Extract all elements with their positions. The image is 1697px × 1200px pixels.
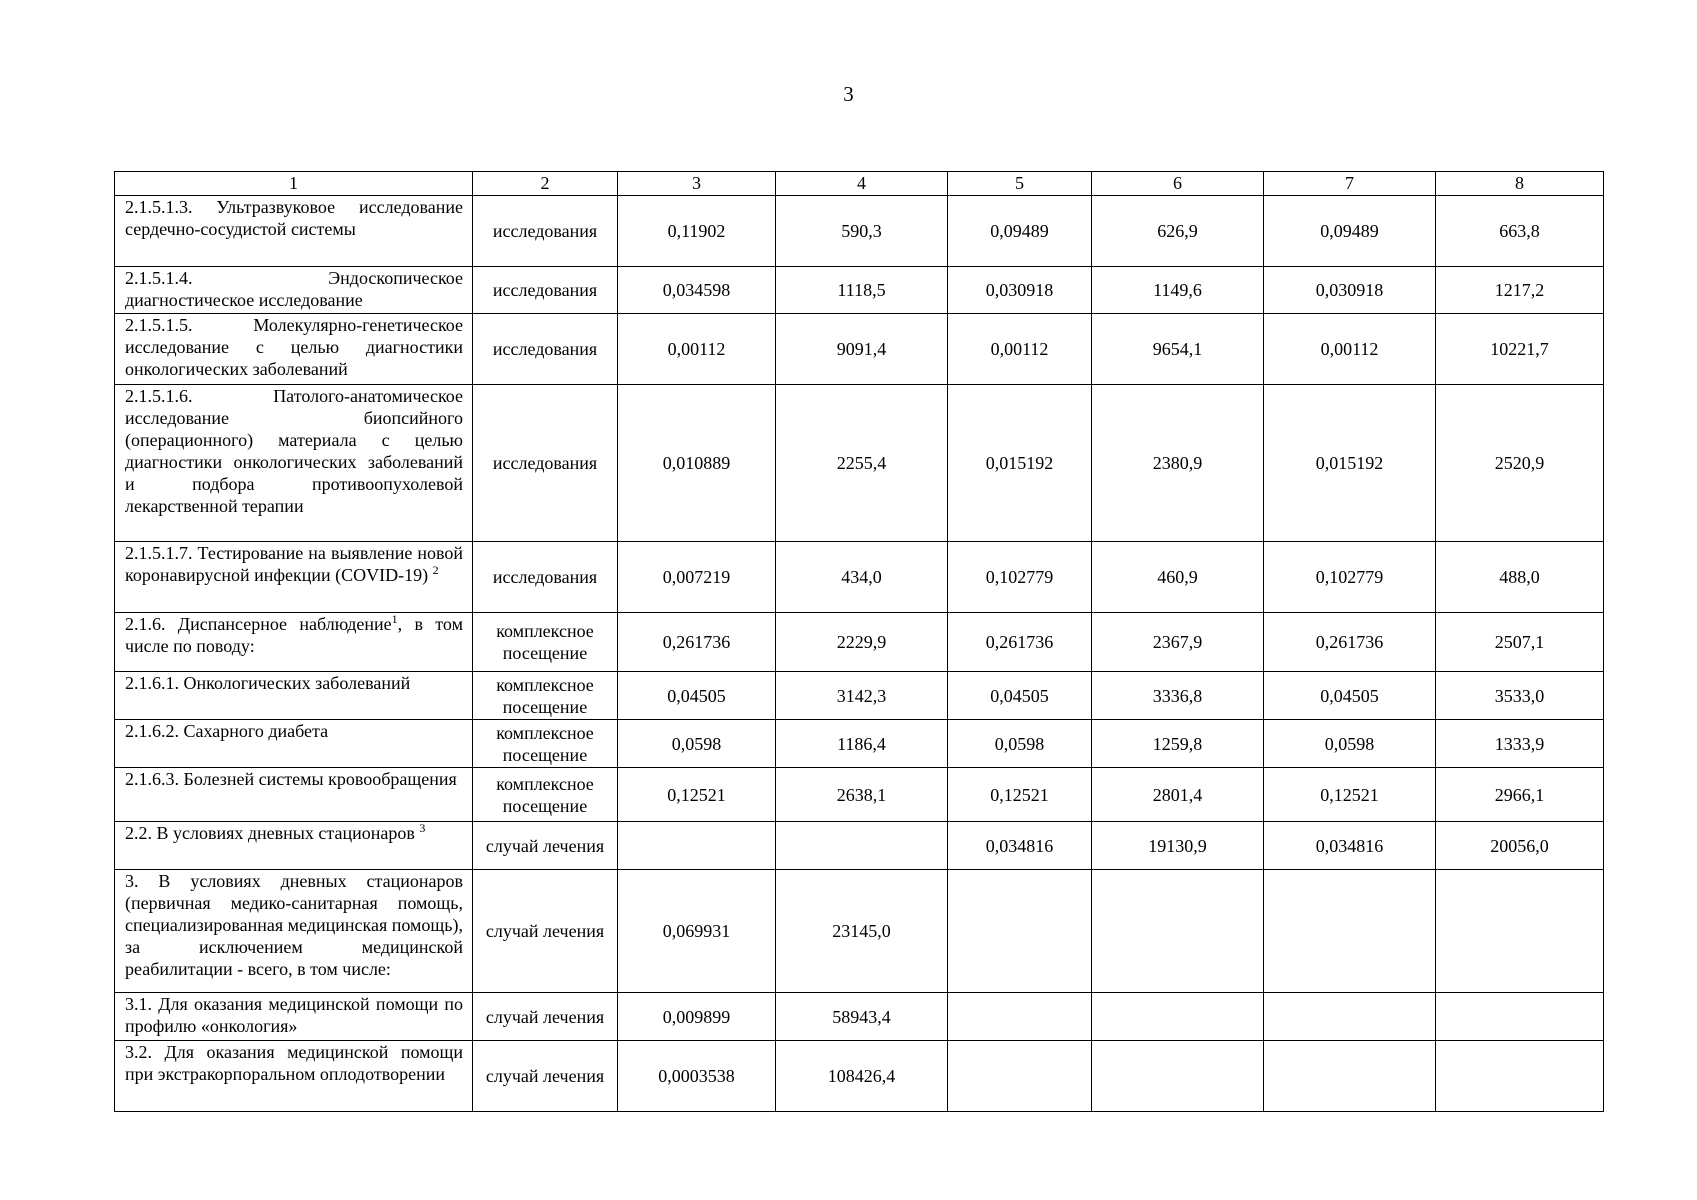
value-cell: 0,00112 xyxy=(948,314,1092,385)
row-name: 2.1.5.1.4. Эндоскопическое диагностическое исследование xyxy=(125,268,463,310)
value-cell: 0,04505 xyxy=(948,672,1092,720)
value-cell: 0,010889 xyxy=(618,385,776,542)
value-cell: 0,12521 xyxy=(618,768,776,822)
value-cell: 0,0598 xyxy=(618,720,776,768)
value-cell: 2255,4 xyxy=(776,385,948,542)
value-cell: 20056,0 xyxy=(1436,822,1604,870)
row-name: 2.1.5.1.3. Ультразвуковое исследование сердечно-сосудистой системы xyxy=(125,197,463,239)
row-name-cell xyxy=(115,267,473,314)
value-cell: 0,12521 xyxy=(1264,768,1436,822)
row-unit-cell: комплексное посещение xyxy=(473,720,618,768)
value-cell: 0,0598 xyxy=(948,720,1092,768)
value-cell: 434,0 xyxy=(776,542,948,613)
value-cell: 0,034816 xyxy=(948,822,1092,870)
value-cell: 0,09489 xyxy=(1264,196,1436,267)
row-unit-cell: исследования xyxy=(473,385,618,542)
value-cell: 23145,0 xyxy=(776,870,948,993)
column-header: 6 xyxy=(1092,172,1264,196)
value-cell: 0,04505 xyxy=(1264,672,1436,720)
value-cell: 0,009899 xyxy=(618,993,776,1041)
row-name-cell xyxy=(115,385,473,542)
value-cell: 590,3 xyxy=(776,196,948,267)
table-row xyxy=(115,542,1604,613)
row-name: 2.1.6.2. Сахарного диабета xyxy=(125,721,329,741)
value-cell: 3142,3 xyxy=(776,672,948,720)
row-unit-cell: комплексное посещение xyxy=(473,768,618,822)
table-row xyxy=(115,1041,1604,1112)
value-cell: 3533,0 xyxy=(1436,672,1604,720)
value-cell: 1118,5 xyxy=(776,267,948,314)
value-cell: 0,034816 xyxy=(1264,822,1436,870)
value-cell xyxy=(1264,1041,1436,1112)
value-cell: 663,8 xyxy=(1436,196,1604,267)
value-cell: 0,030918 xyxy=(948,267,1092,314)
row-name-cell xyxy=(115,870,473,993)
row-name-cell xyxy=(115,196,473,267)
value-cell: 488,0 xyxy=(1436,542,1604,613)
value-cell: 626,9 xyxy=(1092,196,1264,267)
row-name: 2.1.5.1.7. Тестирование на выявление новой коронавирусной инфекции (COVID-19) xyxy=(125,543,463,585)
value-cell xyxy=(1436,870,1604,993)
value-cell xyxy=(1436,1041,1604,1112)
table-row xyxy=(115,385,1604,542)
value-cell xyxy=(1436,993,1604,1041)
table-row xyxy=(115,768,1604,822)
value-cell: 1333,9 xyxy=(1436,720,1604,768)
value-cell xyxy=(1092,870,1264,993)
data-table xyxy=(114,171,1604,1112)
column-header: 1 xyxy=(115,172,473,196)
value-cell: 0,0598 xyxy=(1264,720,1436,768)
row-name-cell xyxy=(115,542,473,613)
value-cell: 0,0003538 xyxy=(618,1041,776,1112)
value-cell: 0,069931 xyxy=(618,870,776,993)
row-name: 3.2. Для оказания медицинской помощи при экстракорпоральном оплодотворении xyxy=(125,1042,463,1084)
row-unit-cell: исследования xyxy=(473,196,618,267)
row-unit-cell: исследования xyxy=(473,314,618,385)
value-cell: 0,015192 xyxy=(1264,385,1436,542)
column-header: 2 xyxy=(473,172,618,196)
row-name: 2.1.5.1.6. Патолого-анатомическое исследование биопсийного (операционного) материала с целью диагностики онкологических заболеваний и подбора противоопухолевой лекарственной терапии xyxy=(125,386,463,516)
value-cell xyxy=(618,822,776,870)
column-header: 8 xyxy=(1436,172,1604,196)
value-cell xyxy=(948,993,1092,1041)
table-row xyxy=(115,613,1604,672)
value-cell: 0,09489 xyxy=(948,196,1092,267)
value-cell: 2507,1 xyxy=(1436,613,1604,672)
value-cell: 19130,9 xyxy=(1092,822,1264,870)
value-cell: 0,00112 xyxy=(618,314,776,385)
value-cell: 3336,8 xyxy=(1092,672,1264,720)
table-row xyxy=(115,196,1604,267)
row-name-cell xyxy=(115,672,473,720)
value-cell: 0,030918 xyxy=(1264,267,1436,314)
row-name-cell xyxy=(115,768,473,822)
value-cell: 0,015192 xyxy=(948,385,1092,542)
value-cell: 0,261736 xyxy=(1264,613,1436,672)
row-name-tail: , в том числе по поводу: xyxy=(125,614,463,656)
row-name: 3. В условиях дневных стационаров (первичная медико-санитарная помощь, специализированная медицинская помощь), за исключением медицинской реабилитации - всего, в том числе: xyxy=(125,871,463,979)
value-cell: 460,9 xyxy=(1092,542,1264,613)
row-name: 2.2. В условиях дневных стационаров xyxy=(125,823,415,843)
footnote-marker: 2 xyxy=(432,563,439,577)
value-cell: 1149,6 xyxy=(1092,267,1264,314)
value-cell xyxy=(1264,870,1436,993)
row-unit-cell: исследования xyxy=(473,267,618,314)
row-unit-cell: комплексное посещение xyxy=(473,613,618,672)
table-row xyxy=(115,314,1604,385)
row-name: 3.1. Для оказания медицинской помощи по профилю «онкология» xyxy=(125,994,463,1036)
row-unit-cell: исследования xyxy=(473,542,618,613)
value-cell: 2801,4 xyxy=(1092,768,1264,822)
value-cell xyxy=(776,822,948,870)
value-cell: 1259,8 xyxy=(1092,720,1264,768)
row-name: 2.1.5.1.5. Молекулярно-генетическое исследование с целью диагностики онкологических заболеваний xyxy=(125,315,463,379)
value-cell: 0,102779 xyxy=(948,542,1092,613)
row-name-cell xyxy=(115,993,473,1041)
value-cell: 0,261736 xyxy=(618,613,776,672)
value-cell: 0,034598 xyxy=(618,267,776,314)
value-cell: 0,04505 xyxy=(618,672,776,720)
table-row xyxy=(115,870,1604,993)
value-cell xyxy=(1092,993,1264,1041)
header-row xyxy=(115,172,1604,196)
row-unit-cell: случай лечения xyxy=(473,822,618,870)
table-row xyxy=(115,993,1604,1041)
value-cell: 10221,7 xyxy=(1436,314,1604,385)
value-cell: 2966,1 xyxy=(1436,768,1604,822)
row-unit-cell: случай лечения xyxy=(473,870,618,993)
row-name: 2.1.6. Диспансерное наблюдение xyxy=(125,614,392,634)
column-header: 5 xyxy=(948,172,1092,196)
value-cell: 9654,1 xyxy=(1092,314,1264,385)
footnote-marker: 1 xyxy=(391,612,398,626)
value-cell: 0,007219 xyxy=(618,542,776,613)
value-cell: 1217,2 xyxy=(1436,267,1604,314)
row-name-cell xyxy=(115,1041,473,1112)
table-row xyxy=(115,672,1604,720)
row-name-cell xyxy=(115,822,473,870)
value-cell: 2367,9 xyxy=(1092,613,1264,672)
column-header: 4 xyxy=(776,172,948,196)
table-row xyxy=(115,720,1604,768)
row-unit-cell: случай лечения xyxy=(473,1041,618,1112)
value-cell: 0,11902 xyxy=(618,196,776,267)
row-unit-cell: комплексное посещение xyxy=(473,672,618,720)
table-row xyxy=(115,267,1604,314)
row-unit-cell: случай лечения xyxy=(473,993,618,1041)
value-cell: 2229,9 xyxy=(776,613,948,672)
value-cell: 0,12521 xyxy=(948,768,1092,822)
value-cell: 58943,4 xyxy=(776,993,948,1041)
page-number: 3 xyxy=(843,82,854,106)
column-header: 7 xyxy=(1264,172,1436,196)
value-cell: 1186,4 xyxy=(776,720,948,768)
row-name: 2.1.6.3. Болезней системы кровообращения xyxy=(125,769,457,789)
row-name: 2.1.6.1. Онкологических заболеваний xyxy=(125,673,411,693)
row-name-cell xyxy=(115,720,473,768)
row-name-cell xyxy=(115,314,473,385)
value-cell: 9091,4 xyxy=(776,314,948,385)
column-header: 3 xyxy=(618,172,776,196)
value-cell xyxy=(948,870,1092,993)
value-cell: 108426,4 xyxy=(776,1041,948,1112)
value-cell: 2638,1 xyxy=(776,768,948,822)
value-cell xyxy=(1092,1041,1264,1112)
value-cell: 2520,9 xyxy=(1436,385,1604,542)
value-cell xyxy=(1264,993,1436,1041)
value-cell xyxy=(948,1041,1092,1112)
value-cell: 0,00112 xyxy=(1264,314,1436,385)
table-row xyxy=(115,822,1604,870)
value-cell: 2380,9 xyxy=(1092,385,1264,542)
row-name-cell xyxy=(115,613,473,672)
footnote-marker: 3 xyxy=(419,821,426,835)
value-cell: 0,102779 xyxy=(1264,542,1436,613)
value-cell: 0,261736 xyxy=(948,613,1092,672)
